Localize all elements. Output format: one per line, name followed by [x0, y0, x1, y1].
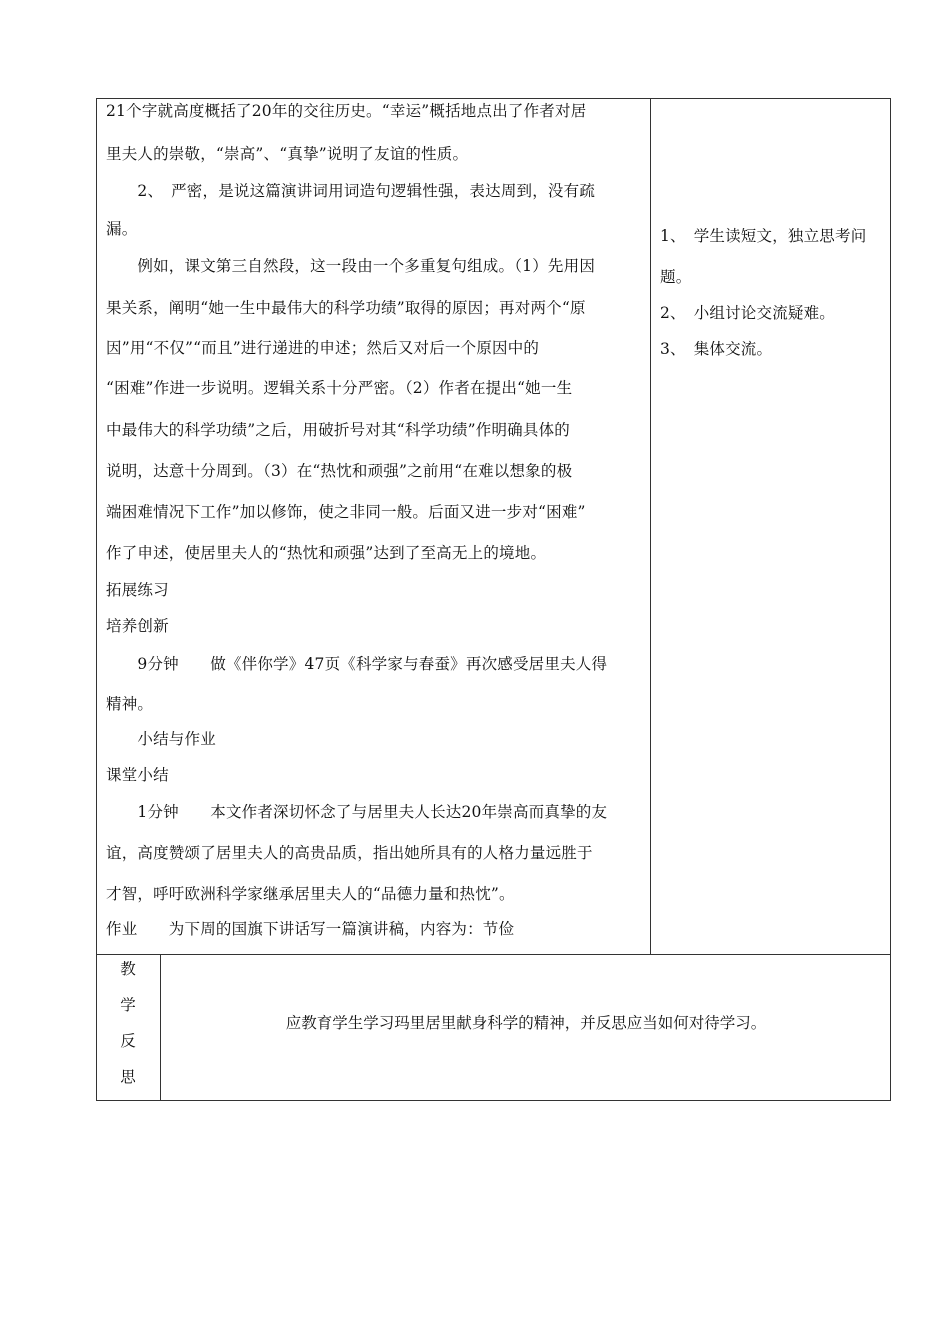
section-heading: 小结与作业: [106, 730, 216, 748]
text-line: 2、 严密，是说这篇演讲词用词造句逻辑性强，表达周到，没有疏: [106, 182, 596, 200]
text-line: 作了申述，使居里夫人的“热忱和顽强”达到了至高无上的境地。: [106, 544, 547, 562]
text-line: 9分钟 做《伴你学》47页《科学家与春蚕》再次感受居里夫人得: [106, 655, 608, 673]
reflection-label-char: 学: [120, 996, 136, 1014]
activity-item: 3、 集体交流。: [660, 340, 773, 358]
section-heading: 拓展练习: [106, 581, 169, 599]
text-line: 21个字就高度概括了20年的交往历史。“幸运”概括地点出了作者对居: [106, 102, 587, 120]
reflection-label-char: 反: [120, 1032, 136, 1050]
text-line: 说明，达意十分周到。（3）在“热忱和顽强”之前用“在难以想象的极: [106, 462, 573, 480]
text-line: 里夫人的崇敬，“崇高”、“真挚”说明了友谊的性质。: [106, 145, 469, 163]
text-line: 因”用“不仅”“而且”进行递进的申述；然后又对后一个原因中的: [106, 339, 540, 357]
activity-item: 2、 小组讨论交流疑难。: [660, 304, 836, 322]
text-line: 果关系，阐明“她一生中最伟大的科学功绩”取得的原因；再对两个“原: [106, 299, 586, 317]
text-line: 端困难情况下工作”加以修饰，使之非同一般。后面又进一步对“困难”: [106, 503, 586, 521]
text-line: 才智，呼吁欧洲科学家继承居里夫人的“品德力量和热忱”。: [106, 885, 515, 903]
table-bottom-border: [96, 1100, 891, 1101]
row-divider: [96, 954, 891, 955]
text-line: 1分钟 本文作者深切怀念了与居里夫人长达20年崇高而真挚的友: [106, 803, 608, 821]
table-top-border: [96, 98, 891, 99]
text-line: 作业 为下周的国旗下讲话写一篇演讲稿，内容为：节俭: [106, 920, 515, 938]
text-line: 谊，高度赞颂了居里夫人的高贵品质，指出她所具有的人格力量远胜于: [106, 844, 593, 862]
teaching-reflection-content: 应教育学生学习玛里居里献身科学的精神，并反思应当如何对待学习。: [285, 1014, 767, 1032]
text-line: 精神。: [106, 695, 154, 713]
activity-item: 1、 学生读短文，独立思考问: [660, 227, 867, 245]
text-line: 中最伟大的科学功绩”之后，用破折号对其“科学功绩”作明确具体的: [106, 421, 570, 439]
text-line: 漏。: [106, 220, 138, 238]
column-divider: [650, 98, 651, 955]
section-heading: 培养创新: [106, 617, 169, 635]
text-line: “困难”作进一步说明。逻辑关系十分严密。（2）作者在提出“她一生: [106, 379, 573, 397]
table-left-border: [96, 98, 97, 1101]
activity-item: 题。: [660, 268, 692, 286]
table-right-border: [890, 98, 891, 1101]
section-heading: 课堂小结: [106, 766, 169, 784]
reflection-label-char: 教: [120, 960, 136, 978]
reflection-label-char: 思: [120, 1068, 136, 1086]
text-line: 例如，课文第三自然段，这一段由一个多重复句组成。（1）先用因: [106, 257, 596, 275]
